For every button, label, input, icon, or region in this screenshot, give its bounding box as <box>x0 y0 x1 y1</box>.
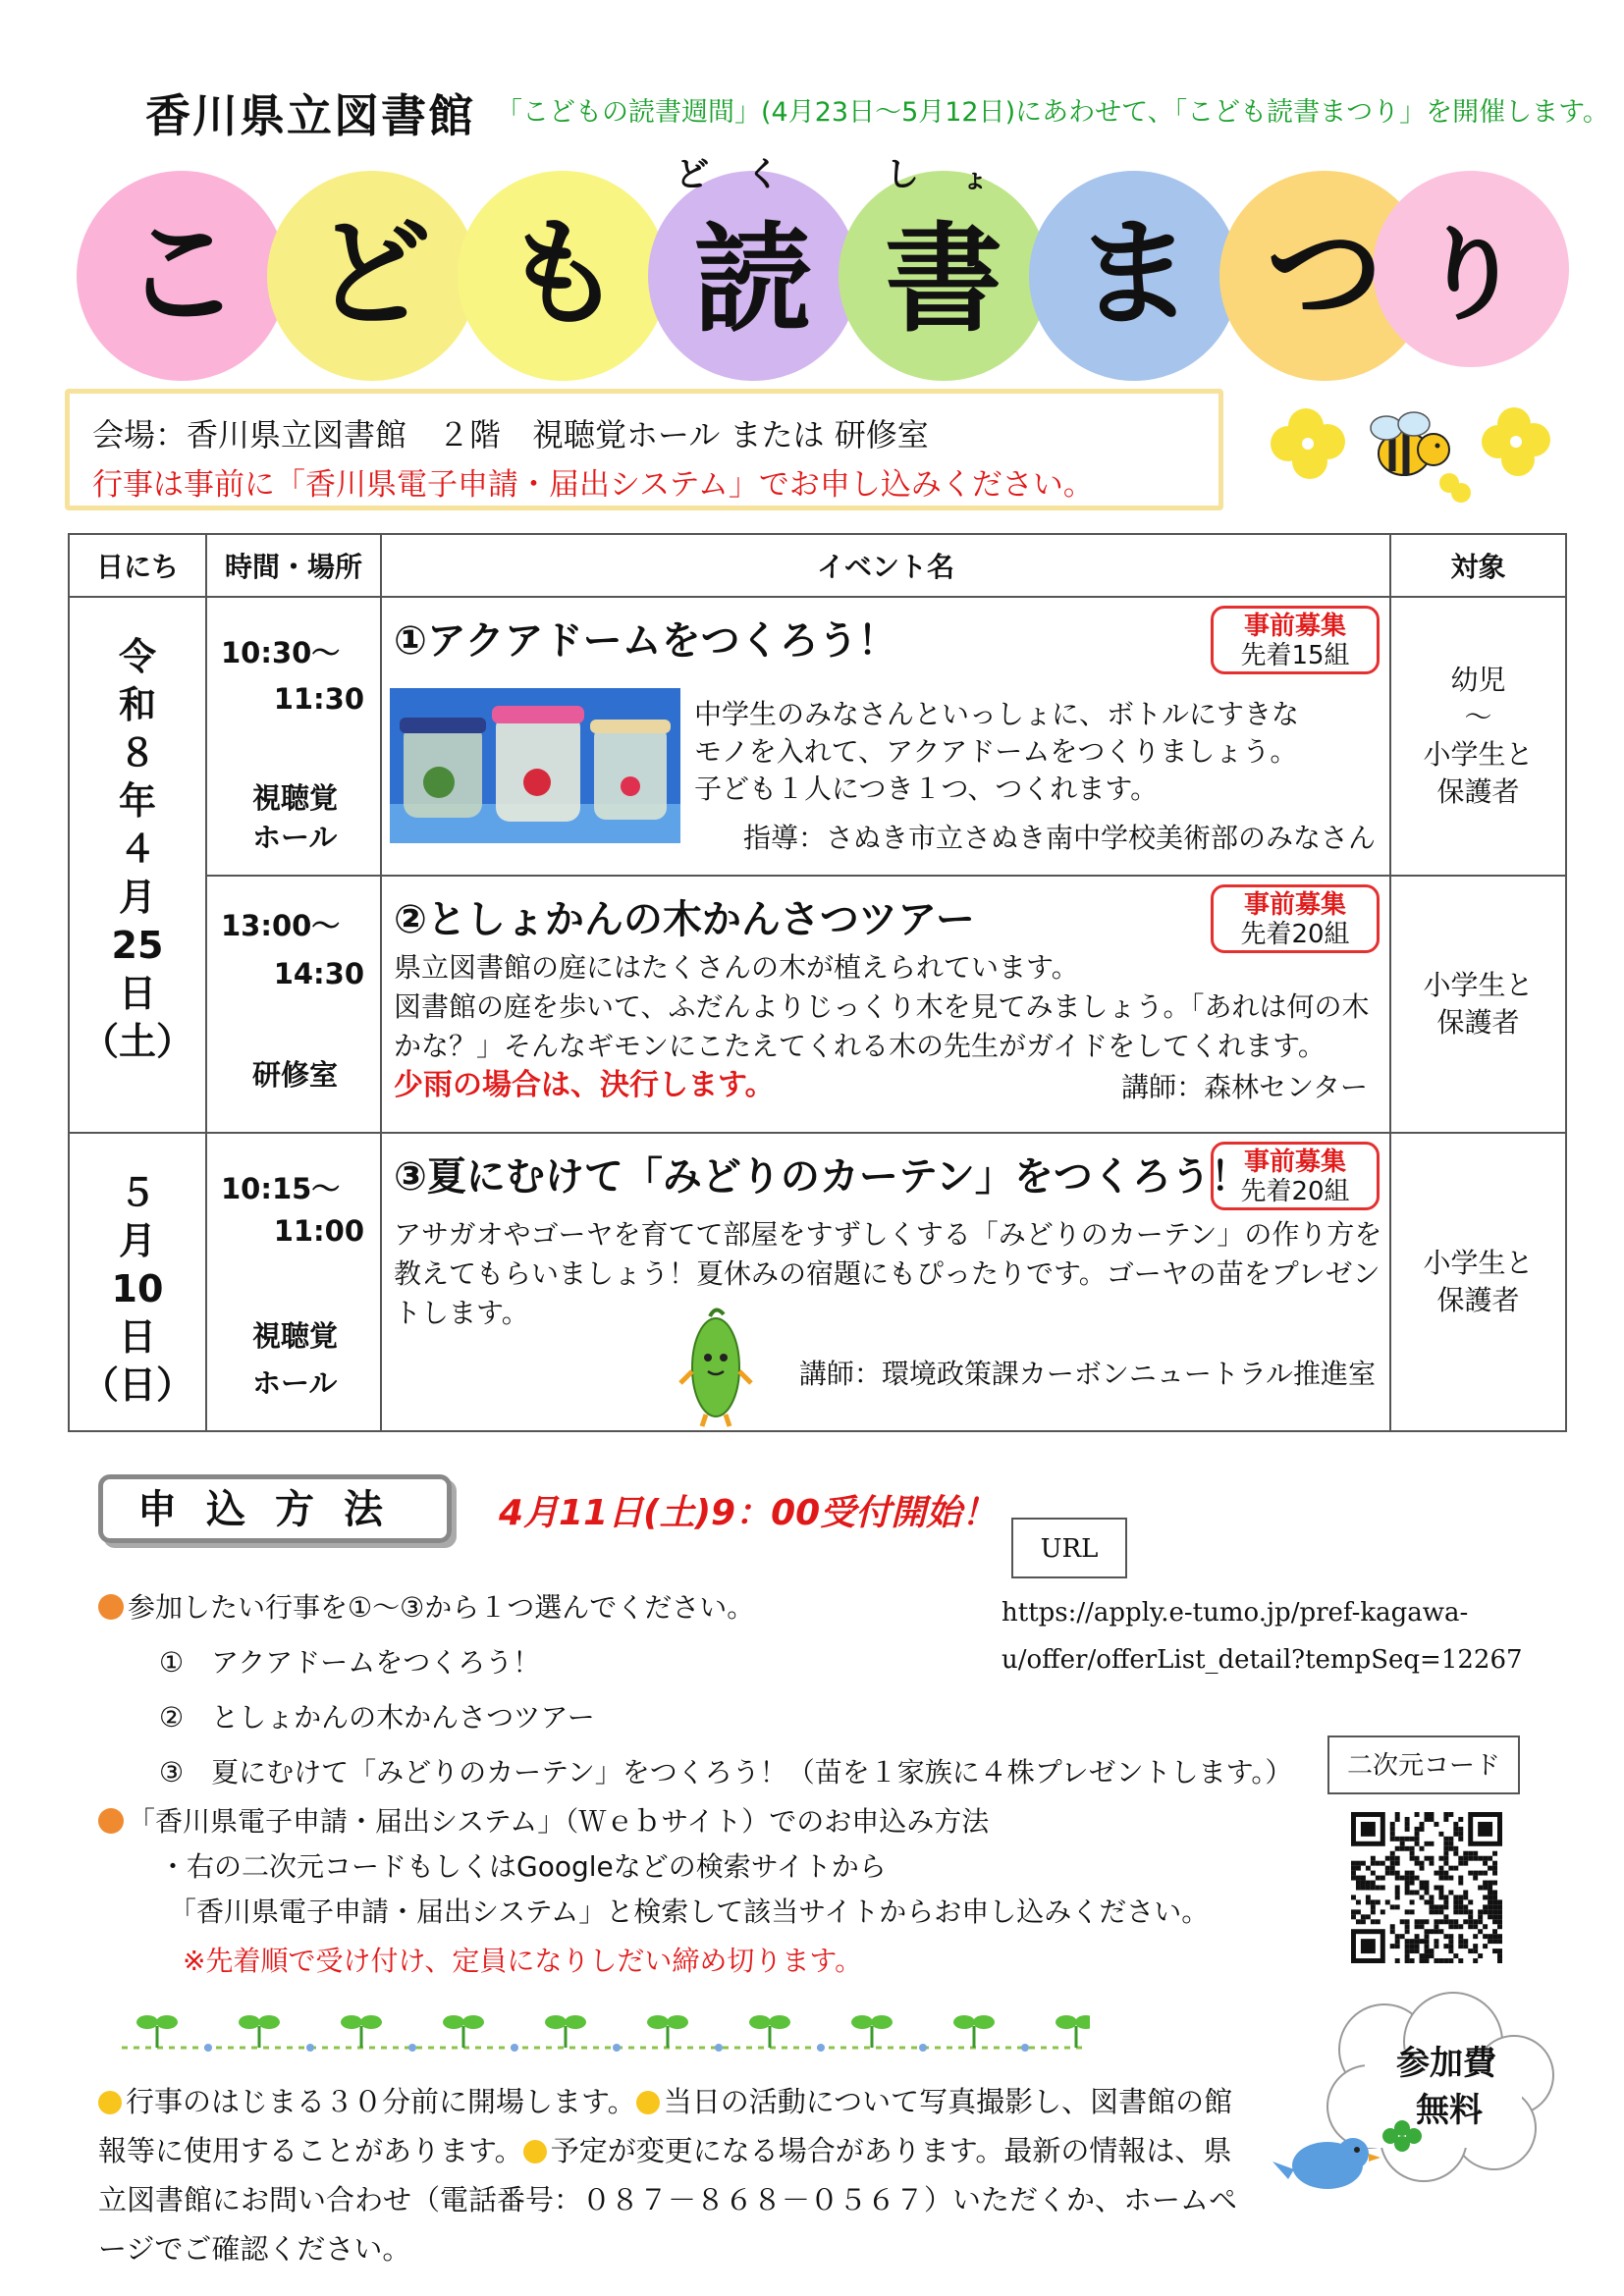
apply-start-date: 4月11日(土)9：00受付開始！ <box>499 1493 998 1533</box>
date-may-10 <box>69 1133 206 1431</box>
goya-character-illustration <box>677 1307 755 1428</box>
date-char: 日 <box>118 972 156 1015</box>
place: 視聴覚 <box>252 1319 339 1353</box>
event-guide: 講師：環境政策課カーボンニュートラル推進室 <box>798 1358 1376 1390</box>
url-text[interactable]: https://apply.e-tumo.jp/pref-kagawa- <box>1001 1598 1469 1628</box>
date-char: 月 <box>118 876 156 919</box>
event-cell <box>381 876 1390 1133</box>
header-date: 日にち <box>69 534 206 597</box>
apply-choose: 参加したい行事を①～③から１つ選んでください。 <box>128 1591 755 1624</box>
time-end: 11:00 <box>273 1214 364 1248</box>
title-char: ど <box>313 206 431 343</box>
venue-text: 会場：香川県立図書館 ２階 視聴覚ホール または 研修室 <box>92 416 929 454</box>
event-guide: 指導：さぬき市立さぬき南中学校美術部のみなさん <box>742 822 1376 854</box>
target-text: 小学生と <box>1423 738 1534 771</box>
place: ホール <box>252 821 338 854</box>
time-cell <box>206 876 381 1133</box>
event-desc: アサガオやゴーヤを育てて部屋をすずしくする「みどりのカーテン」の作り方を <box>394 1218 1382 1251</box>
date-char: 月 <box>118 1219 156 1262</box>
title-char: こ <box>123 206 241 343</box>
time-start: 13:00～ <box>221 909 341 942</box>
badge-capacity: 先着15組 <box>1240 641 1350 670</box>
aqua-dome-photo <box>390 688 680 843</box>
registration-notice: 行事は事前に「香川県電子申請・届出システム」でお申し込みください。 <box>92 467 1094 503</box>
web-method-text: ・右の二次元コードもしくはGoogleなどの検索サイトから <box>159 1850 887 1883</box>
event-desc: 図書館の庭を歩いて、ふだんよりじっくり木を見てみましょう。「あれは何の木 <box>394 990 1370 1023</box>
flower-bee-illustration <box>1267 385 1561 507</box>
event-desc: モノを入れて、アクアドームをつくりましょう。 <box>694 735 1298 768</box>
target-cell <box>1390 1133 1566 1431</box>
header-event: イベント名 <box>381 534 1390 597</box>
place: ホール <box>252 1366 338 1400</box>
ruby-text: ょ <box>962 165 989 194</box>
target-text: 幼児 <box>1450 664 1506 696</box>
event-title: ①アクアドームをつくろう！ <box>394 618 897 664</box>
web-method-title <box>98 1800 989 1840</box>
footer-note: 当日の活動について写真撮影し、図書館の館報等に使用することがあります。 <box>98 2085 1233 2167</box>
bullet-icon <box>98 2091 122 2114</box>
apply-option: ② としょかんの木かんさつツアー <box>159 1701 595 1734</box>
footer-notes <box>98 2077 1257 2273</box>
qr-code-icon[interactable] <box>1351 1812 1502 1963</box>
first-come-note: ※先着順で受け付け、定員になりしだい締め切ります。 <box>183 1945 863 1977</box>
target-text: 小学生と <box>1423 969 1534 1001</box>
apply-heading: 申込方法 <box>98 1474 452 1543</box>
title-char: り <box>1419 215 1522 335</box>
sprout-divider <box>118 2002 1090 2057</box>
date-char: （土） <box>81 1020 193 1063</box>
date-char: ４ <box>118 828 156 871</box>
bullet-icon <box>98 1808 124 1834</box>
title-char: ま <box>1075 206 1193 343</box>
date-char: ５ <box>118 1171 156 1214</box>
rain-notice: 少雨の場合は、決行します。 <box>394 1068 775 1102</box>
date-april-25 <box>69 597 206 1133</box>
time-start: 10:15～ <box>221 1172 341 1205</box>
event-desc: トします。 <box>394 1297 529 1329</box>
time-cell <box>206 597 381 876</box>
festival-subtitle: 「こどもの読書週間」(4月23日～5月12日)にあわせて、「こども読書まつり」を開催します。 <box>496 97 1609 128</box>
header-time: 時間・場所 <box>206 534 381 597</box>
event-desc: かな？」そんなギモンにこたえてくれる木の先生がガイドをしてくれます。 <box>394 1030 1326 1062</box>
date-char: ８ <box>118 731 156 774</box>
time-cell <box>206 1133 381 1431</box>
badge-capacity: 先着20組 <box>1240 920 1350 949</box>
event-cell <box>381 1133 1390 1431</box>
event-cell <box>381 597 1390 876</box>
title-char: つ <box>1266 206 1383 343</box>
registration-badge <box>1211 884 1380 953</box>
library-name: 香川県立図書館 <box>145 89 475 142</box>
bullet-icon <box>523 2140 547 2163</box>
date-char: 10 <box>111 1267 164 1310</box>
event-desc: 教えてもらいましょう！夏休みの宿題にもぴったりです。ゴーヤの苗をプレゼン <box>394 1257 1380 1290</box>
registration-badge <box>1211 606 1380 674</box>
footer-note: 行事のはじまる３０分前に開場します。 <box>126 2085 636 2118</box>
target-text: 保護者 <box>1436 1284 1520 1316</box>
web-method-text: 「香川県電子申請・届出システム」と検索して該当サイトからお申し込みください。 <box>169 1896 1210 1928</box>
badge-label: 事前募集 <box>1243 890 1346 920</box>
time-end: 11:30 <box>273 682 364 716</box>
bullet-icon <box>636 2091 660 2114</box>
date-char: （日） <box>81 1363 193 1407</box>
target-cell <box>1390 597 1566 876</box>
url-text[interactable]: u/offer/offerList_detail?tempSeq=12267 <box>1001 1645 1523 1675</box>
title-char: 書 <box>885 212 1002 348</box>
ruby-text: し <box>886 155 919 194</box>
apply-option: ① アクアドームをつくろう！ <box>159 1646 541 1679</box>
place: 研修室 <box>252 1058 339 1092</box>
event-desc: 中学生のみなさんといっしょに、ボトルにすきな <box>694 698 1300 730</box>
registration-badge <box>1211 1142 1380 1210</box>
target-cell <box>1390 876 1566 1133</box>
event-guide: 講師：森林センター <box>1121 1071 1368 1103</box>
title-char: 読 <box>694 212 812 348</box>
apply-option: ③ 夏にむけて「みどりのカーテン」をつくろう！（苗を１家族に４株プレゼントします。） <box>159 1756 1293 1789</box>
target-text: 小学生と <box>1423 1247 1534 1279</box>
date-char: 日 <box>118 1315 156 1359</box>
badge-capacity: 先着20組 <box>1240 1177 1350 1206</box>
date-char: 年 <box>118 779 156 823</box>
target-text: 保護者 <box>1436 1006 1520 1039</box>
schedule-table <box>68 533 1567 1432</box>
time-end: 14:30 <box>273 957 364 990</box>
date-char: 和 <box>118 683 156 726</box>
badge-label: 事前募集 <box>1243 1148 1346 1177</box>
apply-instruction <box>98 1586 754 1626</box>
title-char: も <box>504 206 622 343</box>
badge-label: 事前募集 <box>1243 612 1346 641</box>
target-text: 保護者 <box>1436 775 1520 808</box>
fee-label: 参加費 <box>1396 2044 1496 2083</box>
place: 視聴覚 <box>252 781 339 815</box>
target-text: ～ <box>1464 701 1492 733</box>
event-title: ②としょかんの木かんさつツアー <box>394 897 975 942</box>
time-start: 10:30～ <box>221 636 341 669</box>
ruby-text: く <box>746 155 780 194</box>
event-title: ③夏にむけて「みどりのカーテン」をつくろう！ <box>394 1154 1250 1200</box>
date-char: 25 <box>111 924 164 967</box>
event-desc: 県立図書館の庭にはたくさんの木が植えられています。 <box>394 951 1079 984</box>
date-char: 令 <box>118 635 156 678</box>
qr-label: 二次元コード <box>1327 1735 1520 1794</box>
footer-note: 予定が変更になる場合があります。最新の情報は、県立図書館にお問い合わせ（電話番号：０８７－８６８－０５６７）いただくか、ホームページでご確認ください。 <box>98 2134 1238 2266</box>
bullet-icon <box>98 1594 124 1620</box>
event-desc: 子ども１人につき１つ、つくれます。 <box>694 773 1159 805</box>
url-label: URL <box>1011 1518 1127 1578</box>
header-target: 対象 <box>1390 534 1566 597</box>
web-title-text: 「香川県電子申請・届出システム」（Ｗｅｂサイト）でのお申込み方法 <box>128 1805 990 1838</box>
ruby-text: ど <box>676 155 709 194</box>
fee-value: 無料 <box>1416 2091 1483 2130</box>
